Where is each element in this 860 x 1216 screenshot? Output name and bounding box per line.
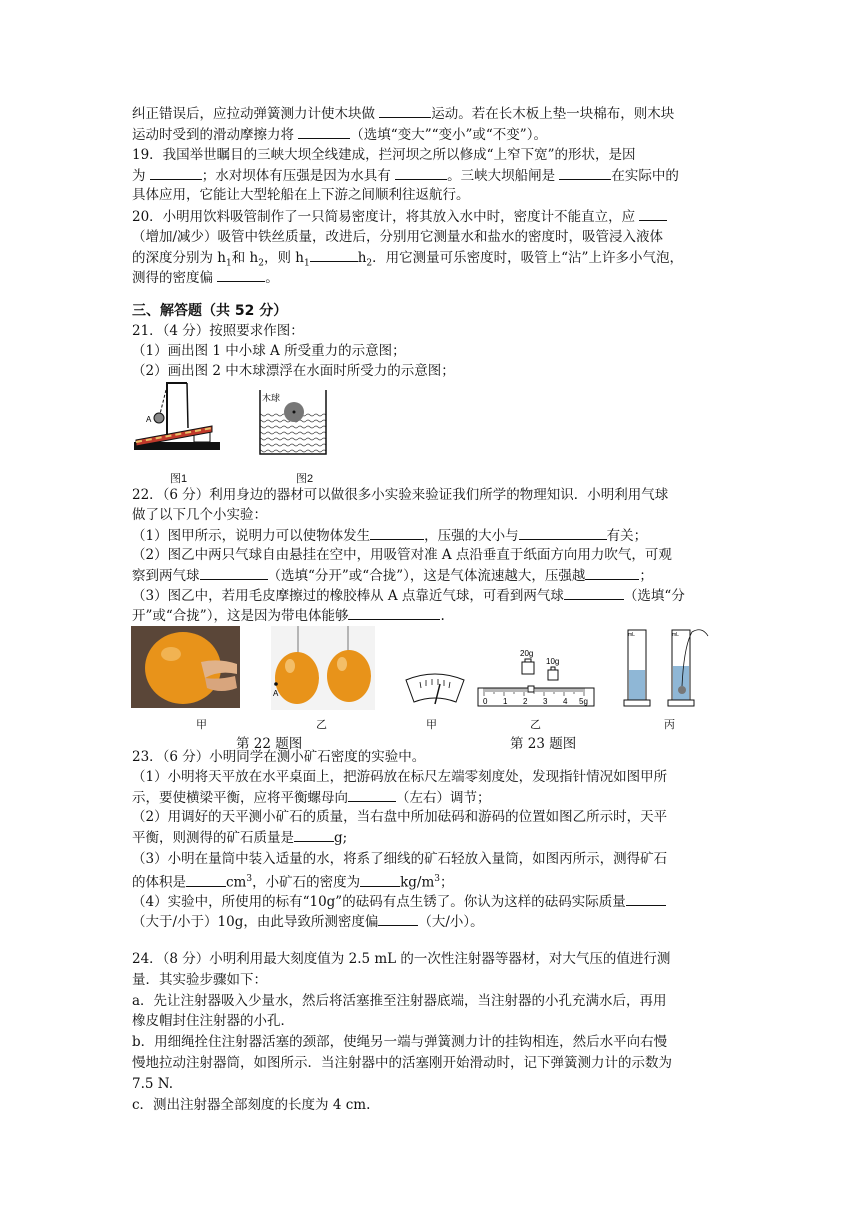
- text: h: [357, 250, 367, 266]
- q23-line4: [132, 828, 347, 847]
- q23-line2: [132, 788, 491, 807]
- balance-pointer: [404, 672, 466, 708]
- blank: [217, 268, 265, 282]
- text: 测得的密度偏: [132, 270, 218, 286]
- blank: [298, 125, 350, 139]
- blank: [348, 606, 440, 620]
- q23-line6: [132, 870, 454, 892]
- q21-title: 21．（4 分）按照要求作图：: [132, 323, 304, 339]
- text: .: [440, 608, 445, 624]
- q23-line1: （1）小明将天平放在水平桌面上，把游码放在标尺左端零刻度处，发现指针情况如图甲所: [132, 769, 668, 785]
- q23-title: 23．（6 分）小明同学在测小矿石密度的实验中。: [132, 749, 426, 765]
- photo22-yi-label: 乙: [316, 719, 327, 731]
- text: 的深度分别为 h: [132, 250, 226, 266]
- text: ．用它测量可乐密度时，吸管上“沾”上许多小气泡，: [372, 250, 683, 266]
- q23-line5: （3）小明在量筒中装入适量的水，将系了细线的矿石轻放入量筒，如图丙所示，测得矿石: [132, 851, 668, 867]
- q24-line3: a．先让注射器吸入少量水，然后将活塞推至注射器底端，当注射器的小孔充满水后，再用: [132, 993, 667, 1009]
- q22-line6: [132, 586, 685, 605]
- measuring-cylinders: [622, 626, 714, 712]
- photo22-jia-label: 甲: [196, 719, 207, 731]
- q24-line6: 慢地拉动注射器筒，如图所示．当注射器中的活塞刚开始滑动时，记下弹簧测力计的示数为: [132, 1055, 672, 1071]
- q18-line2: [132, 125, 547, 144]
- text: ，压强的大小与: [424, 528, 519, 544]
- superscript: 3: [246, 874, 253, 884]
- text: kg/m: [400, 874, 435, 891]
- photo23-bing-label: 丙: [664, 719, 675, 731]
- blank: [626, 892, 666, 906]
- q23-line3: （2）用调好的天平测小矿石的质量，当右盘中所加砝码和游码的位置如图乙所示时，天平: [132, 809, 668, 825]
- text: （4）实验中，所使用的标有“10g”的砝码有点生锈了。你认为这样的砝码实际质量: [132, 894, 626, 910]
- blank: [294, 828, 334, 842]
- q22-line3: [132, 526, 647, 545]
- q22-line2: 做了以下几个小实验：: [132, 507, 267, 523]
- text: 。三峡大坝船闸是: [447, 168, 560, 184]
- blank: [395, 166, 447, 180]
- q19-line3: 具体应用，它能让大型轮船在上下游之间顺利往返航行。: [132, 187, 470, 203]
- q22-line4: （2）图乙中两只气球自由悬挂在空中，用吸管对准 A 点沿垂直于纸面方向用力吹气，可观: [132, 547, 672, 563]
- q22-line1: 22．（6 分）利用身边的器材可以做很多小实验来验证我们所学的物理知识．小明利用气球: [132, 487, 669, 503]
- blank: [559, 166, 611, 180]
- blank: [150, 166, 202, 180]
- q21-item1: （1）画出图 1 中小球 A 所受重力的示意图；: [132, 343, 406, 359]
- blank: [348, 788, 396, 802]
- text: （选填“分开”或“合拢”），这是气体流速越大，压强越: [267, 568, 586, 584]
- text: （大于/小于）10g，由此导致所测密度偏: [132, 914, 379, 930]
- text: （3）图乙中，若用毛皮摩擦过的橡胶棒从 A 点靠近气球，可看到两气球: [132, 588, 564, 604]
- text: 为: [132, 168, 150, 184]
- text: （选填“分: [623, 588, 685, 604]
- q24-line2: 量．其实验步骤如下：: [132, 972, 267, 988]
- blank: [186, 873, 226, 887]
- text: 在实际中的: [611, 168, 679, 184]
- label-a: A: [273, 689, 279, 698]
- unit-label: mL: [628, 632, 635, 638]
- q20-line2: （增加/减少）吸管中铁丝质量，改进后，分别用它测量水和盐水的密度时，吸管浸入液体: [132, 229, 664, 245]
- photo23-jia-label: 甲: [426, 719, 437, 731]
- text: 察到两气球: [132, 568, 200, 584]
- q22-line7: [132, 606, 445, 625]
- figure-2: [258, 388, 330, 460]
- text: ，则 h: [263, 250, 304, 266]
- text: g;: [334, 830, 348, 846]
- text: 开”或“合拢”），这是因为带电体能够: [132, 608, 349, 624]
- tick-label: 3: [543, 697, 548, 706]
- blank: [378, 912, 418, 926]
- text: 平衡，则测得的矿石质量是: [132, 830, 294, 846]
- weight-20g-label: 20g: [520, 649, 534, 658]
- q24-line7: 7.5 N.: [132, 1076, 174, 1092]
- balloon-photo-jia: [131, 626, 240, 708]
- text: 运动。若在长木板上垫一块棉布，则木块: [431, 106, 675, 122]
- text: ；: [639, 568, 653, 584]
- wood-ball-label: 木球: [262, 394, 281, 404]
- q23-line8: [132, 912, 484, 931]
- q18-line1: [132, 104, 674, 123]
- blank: [639, 207, 667, 221]
- blank: [519, 526, 607, 540]
- subscript: 1: [303, 258, 310, 269]
- text: cm: [226, 874, 247, 891]
- q24-line8: c．测出注射器全部刻度的长度为 4 cm.: [132, 1097, 371, 1113]
- q20-line4: [132, 268, 279, 287]
- q24-line1: 24．（8 分）小明利用最大刻度值为 2.5 mL 的一次性注射器等器材，对大气压的值进行测: [132, 951, 671, 967]
- q21-item2: （2）画出图 2 中木球漂浮在水面时所受力的示意图；: [132, 363, 455, 379]
- fig1-caption: 图1: [170, 473, 188, 485]
- blank: [360, 873, 400, 887]
- text: ；水对坝体有压强是因为水具有: [201, 168, 396, 184]
- text: （大/小）。: [418, 914, 484, 930]
- text: 运动时受到的滑动摩擦力将: [132, 127, 299, 143]
- balloon-photo-yi: [271, 626, 375, 710]
- section-heading: 三、解答题（共 52 分）: [132, 303, 288, 319]
- caption-q22: 第 22 题图: [236, 736, 303, 752]
- q23-line7: [132, 892, 666, 911]
- text: 和 h: [231, 250, 259, 266]
- text: （左右）调节；: [396, 790, 491, 806]
- q19-line2: [132, 166, 679, 185]
- text: （1）图甲所示，说明力可以使物体发生: [132, 528, 371, 544]
- tick-label: 0: [483, 697, 488, 706]
- text: 示，要使横梁平衡，应将平衡螺母向: [132, 790, 348, 806]
- text: 的体积是: [132, 874, 186, 891]
- balance-weights: [476, 648, 596, 712]
- figure-1: [132, 380, 222, 460]
- text: 纠正错误后，应拉动弹簧测力计使木块做: [132, 106, 380, 122]
- caption-q23: 第 23 题图: [510, 736, 577, 752]
- tick-label: 5g: [579, 697, 588, 706]
- blank: [564, 586, 624, 600]
- label-a: A: [146, 415, 152, 424]
- text: 有关；: [606, 528, 648, 544]
- fig2-caption: 图2: [296, 473, 314, 485]
- tick-label: 1: [503, 697, 508, 706]
- subscript: 2: [258, 258, 264, 269]
- subscript: 2: [366, 258, 373, 269]
- blank: [200, 566, 268, 580]
- tick-label: 2: [523, 697, 528, 706]
- weight-10g-label: 10g: [546, 657, 560, 666]
- photo23-yi-label: 乙: [530, 719, 541, 731]
- text: （选填“变大”“变小”或“不变”）。: [350, 127, 547, 143]
- text: ；: [440, 874, 454, 891]
- q24-line5: b．用细绳拴住注射器活塞的颈部，使绳另一端与弹簧测力计的挂钩相连，然后水平向右慢: [132, 1034, 668, 1050]
- blank: [379, 104, 431, 118]
- text: 20．小明用饮料吸管制作了一只简易密度计，将其放入水中时，密度计不能直立，应: [132, 209, 640, 225]
- tick-label: 4: [563, 697, 568, 706]
- q22-line5: [132, 566, 653, 585]
- text: ，小矿石的密度为: [252, 874, 361, 891]
- subscript: 1: [226, 258, 232, 269]
- superscript: 3: [434, 874, 441, 884]
- q20-line1: [132, 207, 667, 226]
- blank: [370, 526, 424, 540]
- text: 。: [265, 270, 279, 286]
- blank: [585, 566, 639, 580]
- q24-line4: 橡皮帽封住注射器的小孔．: [132, 1013, 294, 1029]
- unit-label: mL: [672, 632, 679, 638]
- blank: [310, 248, 358, 262]
- q19-line1: 19．我国举世瞩目的三峡大坝全线建成，拦河坝之所以修成“上窄下宽”的形状，是因: [132, 147, 636, 163]
